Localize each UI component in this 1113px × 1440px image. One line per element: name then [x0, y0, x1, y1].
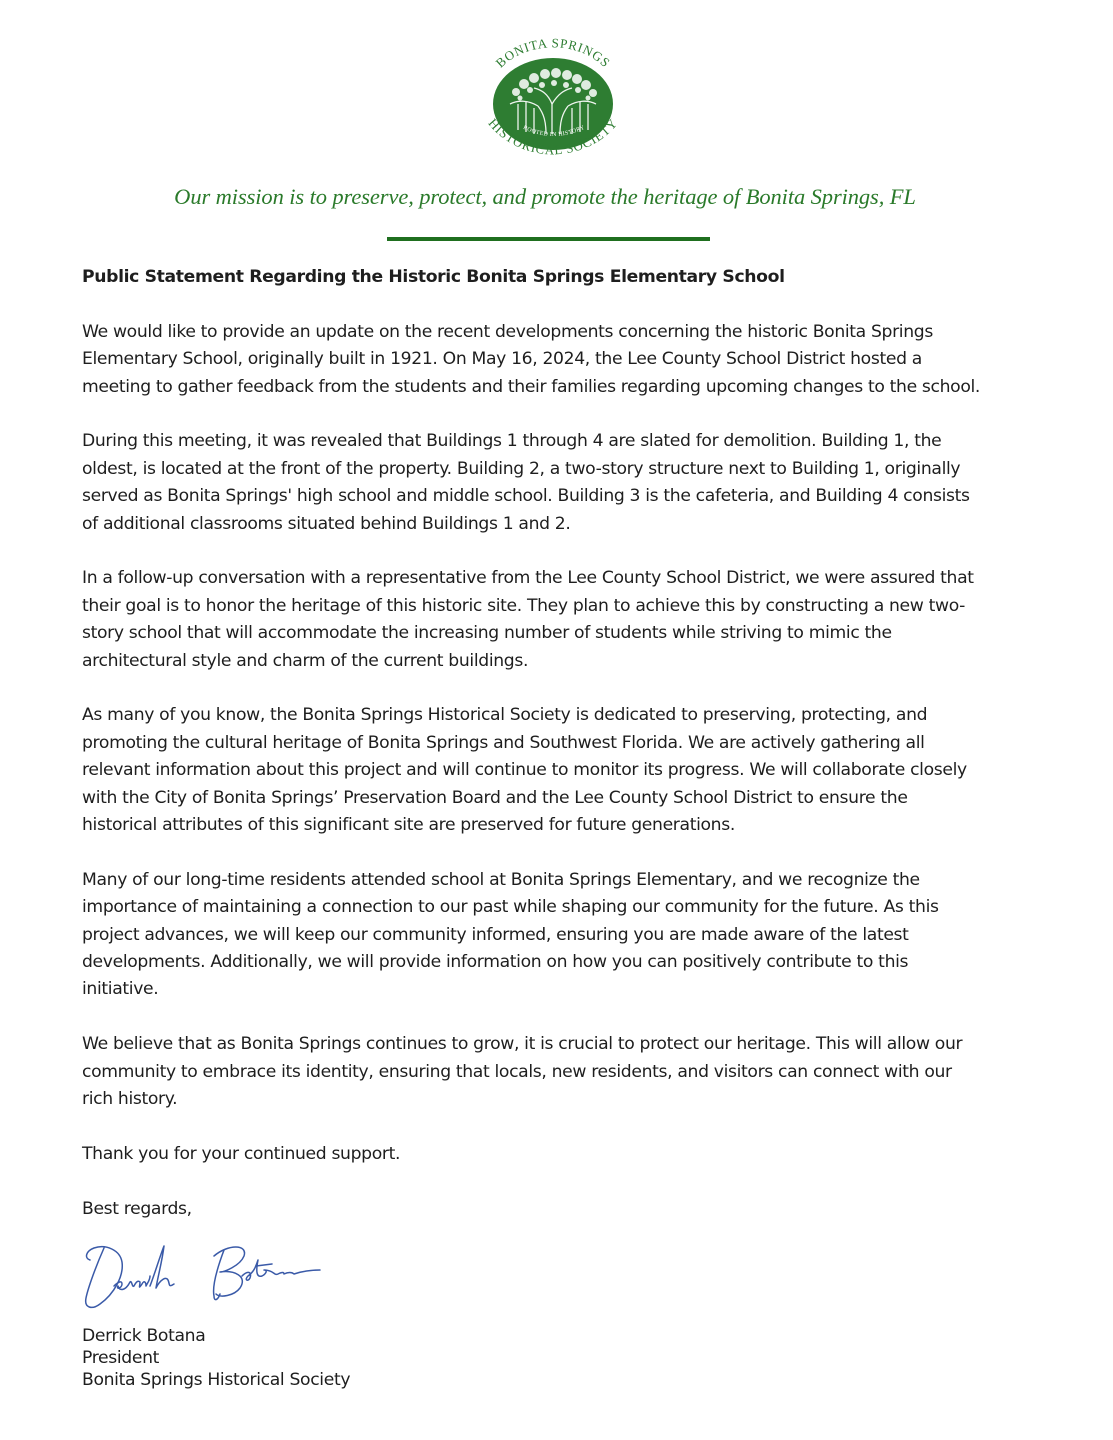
- paragraph: [82, 1196, 1042, 1223]
- paragraph: [82, 319, 1042, 401]
- paragraph-line: relevant information about this project and will continue to monitor its progress. We will collaborate closely: [82, 760, 967, 781]
- paragraph: [82, 428, 1042, 538]
- paragraph-line: historical attributes of this significant site are preserved for future generations.: [82, 815, 735, 836]
- logo-bottom-text: HISTORICAL SOCIETY: [485, 115, 621, 158]
- paragraph-line: of additional classrooms situated behind Buildings 1 and 2.: [82, 513, 571, 534]
- paragraph-line: architectural style and charm of the current buildings.: [82, 650, 529, 671]
- paragraph-line: project advances, we will keep our community informed, ensuring you are made aware of the latest: [82, 924, 909, 945]
- paragraph: [82, 1141, 1042, 1168]
- historical-society-logo: [468, 34, 638, 176]
- paragraph-line: their goal is to honor the heritage of this historic site. They plan to achieve this by constructing a new two-: [82, 595, 966, 616]
- paragraph-line: oldest, is located at the front of the property. Building 2, a two-story structure next to Building 1, originally: [82, 458, 961, 479]
- paragraph-line: importance of maintaining a connection to our past while shaping our community for the future. As this: [82, 897, 939, 918]
- paragraph-line: We would like to provide an update on the recent developments concerning the historic Bonita Springs: [82, 321, 933, 342]
- paragraph-line: rich history.: [82, 1089, 178, 1110]
- paragraph: [82, 1031, 1042, 1113]
- paragraph: [82, 565, 1042, 675]
- signature-block: [82, 1325, 350, 1391]
- letter-body: [82, 264, 1042, 1250]
- paragraph-line: developments. Additionally, we will provide information on how you can positively contribute to this: [82, 952, 909, 973]
- paragraph-line: initiative.: [82, 979, 159, 1000]
- paragraph-line: Thank you for your continued support.: [82, 1143, 401, 1164]
- handwritten-signature: [78, 1236, 328, 1314]
- paragraph-list: [82, 319, 1042, 1223]
- paragraph-line: meeting to gather feedback from the students and their families regarding upcoming changes to the school.: [82, 376, 981, 397]
- paragraph-line: story school that will accommodate the increasing number of students while striving to mimic the: [82, 623, 892, 644]
- header-divider: [387, 237, 710, 241]
- paragraph-line: with the City of Bonita Springs’ Preservation Board and the Lee County School District to ensure the: [82, 787, 908, 808]
- paragraph-line: promoting the cultural heritage of Bonita Springs and Southwest Florida. We are actively gathering all: [82, 732, 925, 753]
- signer-organization: Bonita Springs Historical Society: [82, 1370, 351, 1390]
- signer-name: Derrick Botana: [82, 1326, 206, 1346]
- paragraph-line: As many of you know, the Bonita Springs Historical Society is dedicated to preserving, protecting, and: [82, 705, 928, 726]
- paragraph-line: During this meeting, it was revealed that Buildings 1 through 4 are slated for demolition. Building 1, the: [82, 431, 942, 452]
- paragraph-line: served as Bonita Springs' high school and middle school. Building 3 is the cafeteria, and Building 4 consists: [82, 486, 970, 507]
- paragraph-line: We believe that as Bonita Springs continues to grow, it is crucial to protect our heritage. This will allow our: [82, 1034, 963, 1055]
- paragraph-line: Elementary School, originally built in 1921. On May 16, 2024, the Lee County School District hosted a: [82, 349, 922, 370]
- signer-role: President: [82, 1348, 160, 1368]
- logo-banner-text: ROOTED IN HISTORY: [522, 124, 586, 139]
- paragraph-line: Best regards,: [82, 1198, 192, 1219]
- letter-title: Public Statement Regarding the Historic Bonita Springs Elementary School: [82, 267, 785, 287]
- mission-statement: Our mission is to preserve, protect, and promote the heritage of Bonita Springs, FL: [174, 184, 916, 209]
- paragraph: [82, 867, 1042, 1004]
- paragraph-line: In a follow-up conversation with a representative from the Lee County School District, we were assured that: [82, 568, 974, 589]
- paragraph-line: Many of our long-time residents attended school at Bonita Springs Elementary, and we recognize the: [82, 869, 920, 890]
- paragraph: [82, 702, 1042, 839]
- paragraph-line: community to embrace its identity, ensuring that locals, new residents, and visitors can connect with our: [82, 1061, 952, 1082]
- logo-top-text: BONITA SPRINGS: [492, 35, 614, 71]
